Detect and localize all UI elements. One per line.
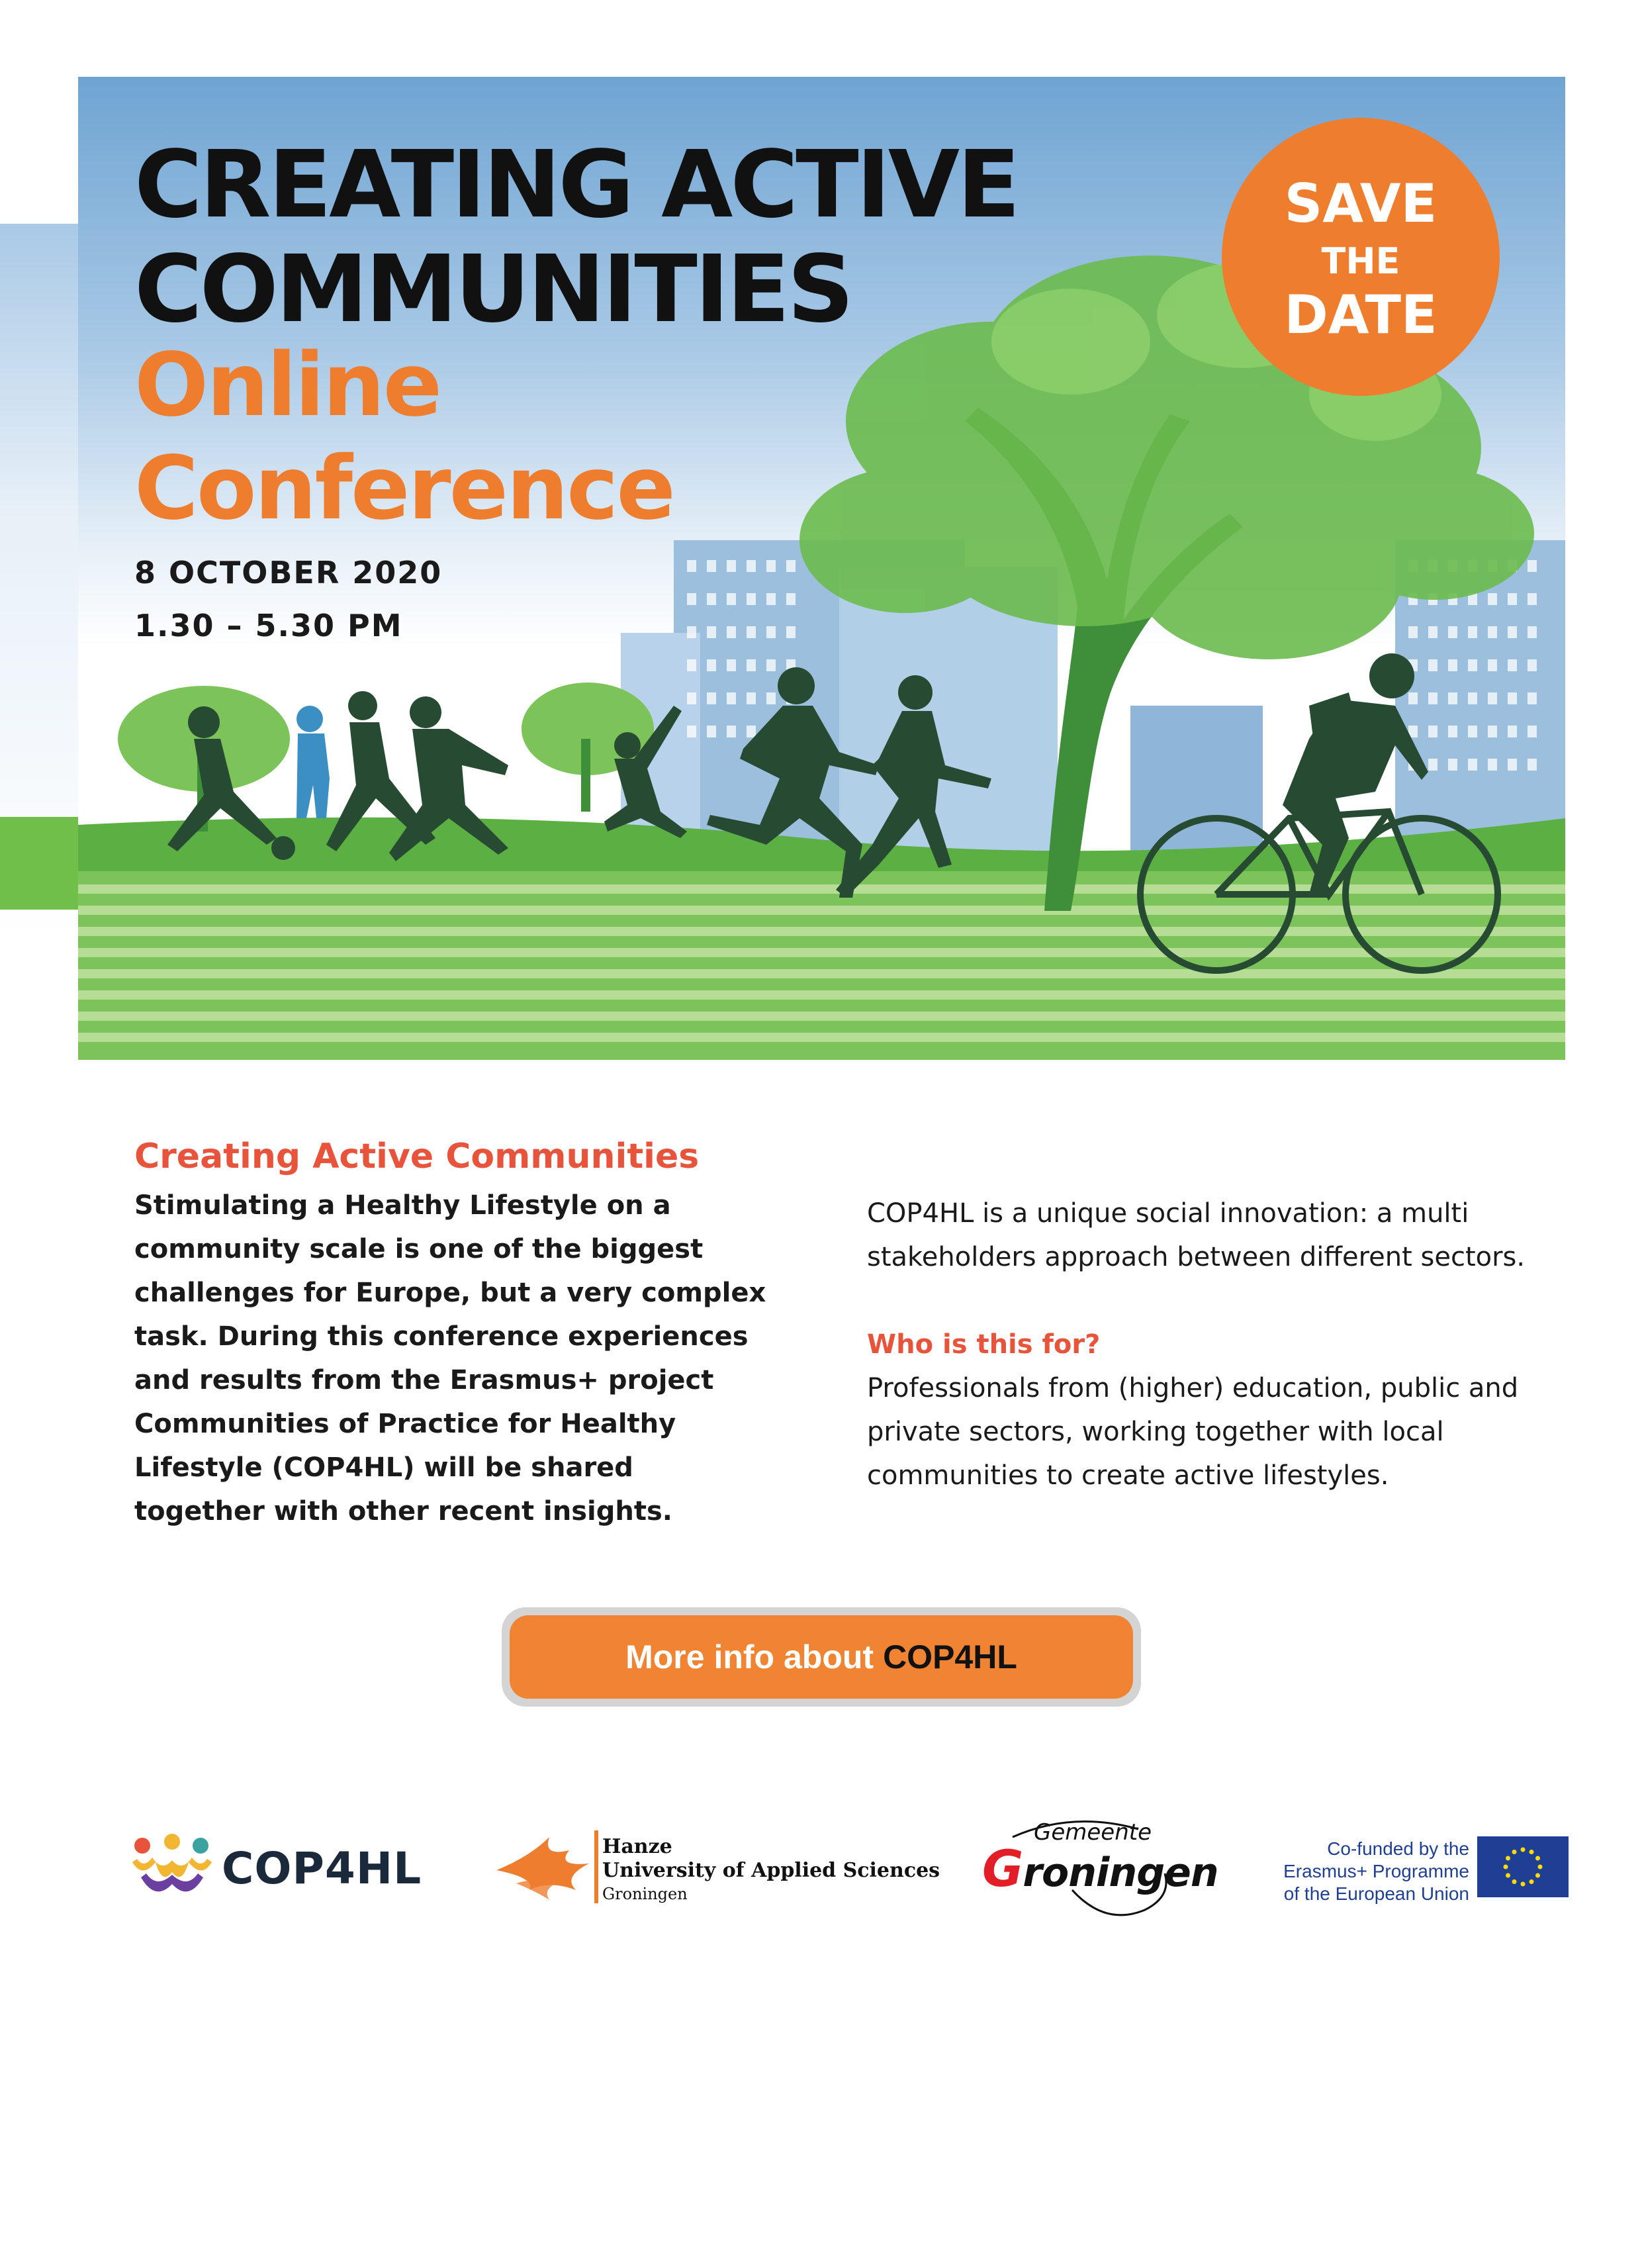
- subtitle-line-1: Online: [134, 334, 441, 436]
- subtitle-line-2: Conference: [134, 438, 674, 540]
- gemeente-label: Gemeente: [1034, 1819, 1152, 1846]
- eu-line-3: of the European Union: [1283, 1883, 1469, 1904]
- groningen-g: G: [982, 1839, 1023, 1898]
- jogger-icon: [296, 706, 330, 818]
- title-line-1: CREATING ACTIVE: [134, 131, 1018, 239]
- cop4hl-people-icon: [129, 1832, 215, 1905]
- badge-line-3: DATE: [1284, 284, 1437, 346]
- cop4hl-wordmark: COP4HL: [222, 1843, 422, 1894]
- audience-description: Professionals from (higher) education, public and private sectors, working together with local communities to create active lifestyles.: [867, 1373, 1519, 1491]
- left-column: [134, 1135, 770, 1533]
- eu-line-2: Erasmus+ Programme: [1283, 1861, 1469, 1881]
- more-info-label: More info about: [625, 1638, 874, 1676]
- groningen-swoosh-icon: [973, 1811, 1198, 1926]
- badge-line-1: SAVE: [1284, 173, 1437, 234]
- hanze-logo: [490, 1817, 940, 1910]
- grass-field: [78, 818, 1565, 1060]
- cop4hl-logo: [129, 1832, 433, 1905]
- groningen-rest: roningen: [1023, 1850, 1218, 1896]
- hanze-flame-icon: [490, 1817, 602, 1910]
- hero-banner: [78, 77, 1565, 1060]
- eu-flag-icon: [1477, 1836, 1569, 1897]
- hanze-name: Hanze: [602, 1835, 672, 1858]
- intro-paragraph: Stimulating a Healthy Lifestyle on a community scale is one of the biggest challenges for Europe, but a very complex task. During this conference experiences and results from the Erasmus+ project Communities of Practice for Healthy Lifestyle (COP4HL) will be shared together with other recent insights.: [134, 1190, 766, 1527]
- cop4hl-description: COP4HL is a unique social innovation: a multi stakeholders approach between different sectors.: [867, 1198, 1526, 1272]
- eu-line-1: Co-funded by the: [1327, 1838, 1469, 1859]
- audience-heading: Who is this for?: [867, 1329, 1101, 1360]
- event-time: 1.30 – 5.30 PM: [134, 608, 403, 643]
- groningen-logo: [973, 1811, 1218, 1926]
- right-column: [867, 1192, 1529, 1497]
- badge-line-2: THE: [1321, 240, 1400, 282]
- cta-button-frame: [502, 1607, 1141, 1707]
- more-info-strong: COP4HL: [883, 1638, 1017, 1676]
- erasmus-logo: [1244, 1834, 1569, 1904]
- hanze-subtitle: University of Applied Sciences: [602, 1859, 940, 1882]
- section-heading: Creating Active Communities: [134, 1137, 700, 1176]
- save-the-date-badge: [1222, 118, 1500, 396]
- event-date: 8 OCTOBER 2020: [134, 555, 443, 591]
- hero-ground-tab: [0, 817, 79, 910]
- title-line-2: COMMUNITIES: [134, 236, 852, 344]
- more-info-button[interactable]: [510, 1615, 1133, 1699]
- eu-cofunded-text: [1283, 1838, 1469, 1905]
- hanze-city: Groningen: [602, 1885, 688, 1903]
